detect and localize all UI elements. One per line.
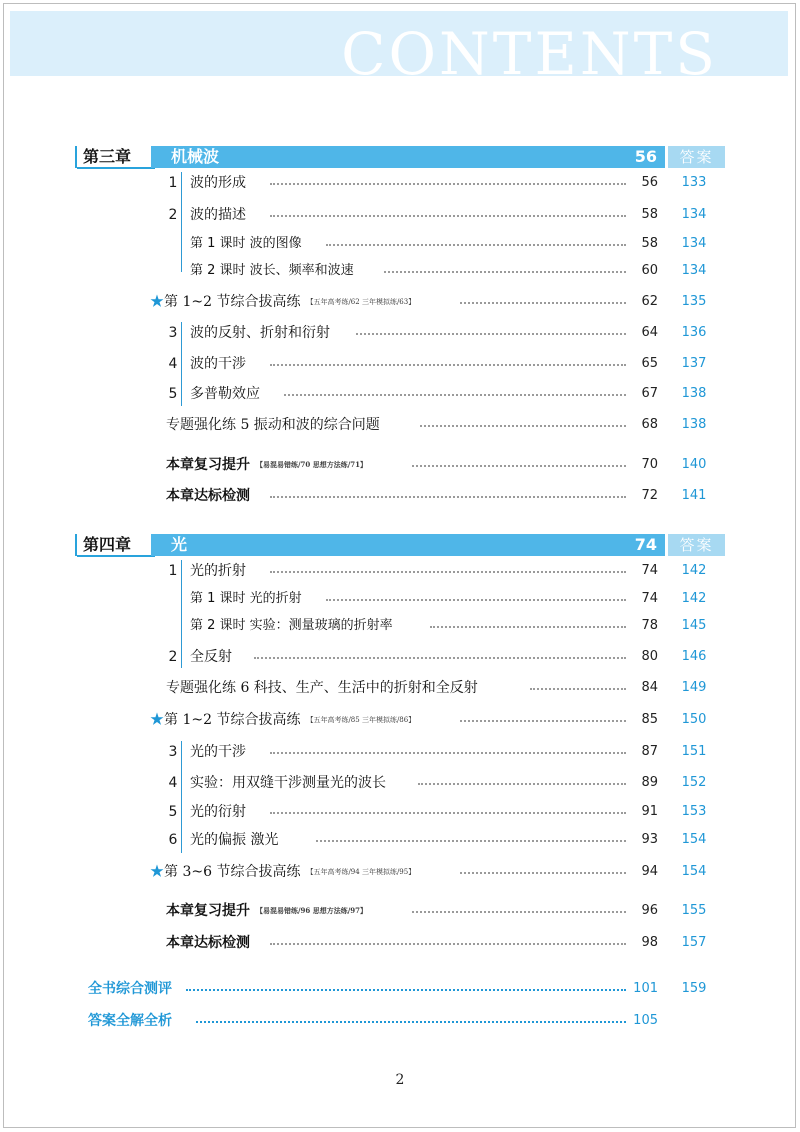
entry-page: 56	[641, 175, 658, 190]
section-number: 6	[168, 832, 178, 848]
entry-page: 74	[641, 591, 658, 606]
chapter-title-bar[interactable]	[151, 146, 665, 168]
entry-page: 78	[641, 618, 658, 633]
entry-title: 第 1 课时 波的图像	[190, 236, 302, 251]
entry-title: 第 1~2 节综合拔高练	[164, 712, 301, 728]
entry-note: 【五年高考练/94 三年模拟练/95】	[306, 868, 416, 876]
toc-chapter-review[interactable]	[0, 900, 800, 922]
toc-subentry[interactable]	[0, 233, 800, 255]
answer-page[interactable]: 134	[681, 207, 707, 222]
entry-page: 89	[641, 775, 658, 790]
leader-dots	[530, 688, 626, 690]
entry-page: 101	[633, 981, 658, 996]
entry-page: 84	[641, 680, 658, 695]
entry-title: 波的反射、折射和衍射	[190, 325, 330, 341]
leader-dots	[284, 394, 626, 396]
toc-subentry[interactable]	[0, 588, 800, 610]
leader-dots	[460, 302, 626, 304]
answer-page[interactable]: 137	[681, 356, 707, 371]
leader-dots	[270, 364, 626, 366]
entry-title: 本章复习提升	[166, 457, 250, 473]
leader-dots	[420, 425, 626, 427]
answer-header: 答案	[668, 146, 725, 168]
entry-title: 光的折射	[190, 563, 246, 579]
answer-page[interactable]: 153	[681, 804, 707, 819]
entry-title: 全反射	[190, 649, 232, 665]
entry-title: 波的干涉	[190, 356, 246, 372]
section-number: 1	[168, 563, 178, 579]
entry-page: 58	[641, 236, 658, 251]
toc-entry[interactable]	[0, 322, 800, 344]
answer-page[interactable]: 157	[681, 935, 707, 950]
leader-dots	[384, 271, 626, 273]
answer-page[interactable]: 134	[681, 236, 707, 251]
chapter-4-header	[75, 534, 725, 556]
entry-title: 第 2 课时 波长、频率和波速	[190, 263, 354, 278]
leader-dots	[270, 752, 626, 754]
leader-dots	[254, 657, 626, 659]
chapter-3-header	[75, 146, 725, 168]
contents-banner	[10, 11, 788, 76]
entry-title: 多普勒效应	[190, 386, 260, 402]
answer-header: 答案	[668, 534, 725, 556]
entry-page: 70	[641, 457, 658, 472]
answer-page[interactable]: 134	[681, 263, 707, 278]
leader-dots	[196, 1021, 626, 1023]
leader-dots	[270, 496, 626, 498]
leader-dots	[430, 626, 626, 628]
answer-page[interactable]: 150	[681, 712, 707, 727]
entry-title: 全书综合测评	[88, 981, 172, 997]
leader-dots	[270, 943, 626, 945]
toc-chapter-test[interactable]	[0, 485, 800, 507]
entry-title: 专题强化练 6 科技、生产、生活中的折射和全反射	[166, 680, 478, 696]
chapter-title-bar[interactable]	[151, 534, 665, 556]
toc-entry[interactable]	[0, 353, 800, 375]
leader-dots	[270, 215, 626, 217]
entry-page: 68	[641, 417, 658, 432]
toc-entry[interactable]	[0, 383, 800, 405]
banner-title: CONTENTS	[341, 20, 718, 76]
entry-title: 专题强化练 5 振动和波的综合问题	[166, 417, 380, 433]
entry-title: 本章达标检测	[166, 488, 250, 504]
entry-page: 85	[641, 712, 658, 727]
entry-title: 第 1~2 节综合拔高练	[164, 294, 301, 310]
answer-page[interactable]: 155	[681, 903, 707, 918]
entry-title: 答案全解全析	[88, 1013, 172, 1029]
entry-note: 【五年高考练/85 三年模拟练/86】	[306, 716, 416, 724]
leader-dots	[186, 989, 626, 991]
answer-page[interactable]: 142	[681, 591, 707, 606]
entry-page: 58	[641, 207, 658, 222]
section-number: 4	[168, 775, 178, 791]
leader-dots	[326, 244, 626, 246]
answer-page[interactable]: 154	[681, 832, 707, 847]
chapter-label: 第三章	[75, 146, 151, 168]
entry-page: 65	[641, 356, 658, 371]
entry-page: 80	[641, 649, 658, 664]
entry-title: 光的偏振 激光	[190, 832, 279, 848]
toc-entry[interactable]	[0, 741, 800, 763]
leader-dots	[270, 183, 626, 185]
answer-page[interactable]: 151	[681, 744, 707, 759]
page-number: 2	[395, 1072, 405, 1088]
section-number: 5	[168, 804, 178, 820]
answer-page[interactable]: 152	[681, 775, 707, 790]
answer-page[interactable]: 141	[681, 488, 707, 503]
entry-page: 87	[641, 744, 658, 759]
entry-note: 【易混易错练/96 思想方法练/97】	[256, 906, 368, 915]
toc-subentry[interactable]	[0, 615, 800, 637]
entry-page: 105	[633, 1013, 658, 1028]
star-icon: ★	[150, 294, 164, 310]
entry-note: 【五年高考练/62 三年模拟练/63】	[306, 298, 416, 306]
entry-page: 72	[641, 488, 658, 503]
leader-dots	[418, 783, 626, 785]
toc-answers[interactable]	[0, 1010, 800, 1032]
leader-dots	[356, 333, 626, 335]
chapter-page: 56	[634, 147, 657, 166]
section-number: 2	[168, 207, 178, 223]
answer-page[interactable]: 140	[681, 457, 707, 472]
entry-title: 第 2 课时 实验：测量玻璃的折射率	[190, 618, 393, 633]
toc-book-test[interactable]	[0, 978, 800, 1000]
toc-review-entry[interactable]	[0, 861, 800, 883]
entry-title: 波的形成	[190, 175, 246, 191]
entry-page: 98	[641, 935, 658, 950]
toc-entry[interactable]	[0, 172, 800, 194]
chapter-page: 74	[634, 535, 657, 554]
chapter-title: 机械波	[171, 147, 220, 166]
leader-dots	[412, 465, 626, 467]
answer-page[interactable]: 133	[681, 175, 707, 190]
section-number: 1	[168, 175, 178, 191]
entry-page: 74	[641, 563, 658, 578]
entry-title: 第 3~6 节综合拔高练	[164, 864, 301, 880]
leader-dots	[270, 812, 626, 814]
leader-dots	[412, 911, 626, 913]
section-number: 2	[168, 649, 178, 665]
answer-page[interactable]: 146	[681, 649, 707, 664]
answer-page[interactable]: 138	[681, 417, 707, 432]
entry-page: 96	[641, 903, 658, 918]
entry-page: 60	[641, 263, 658, 278]
star-icon: ★	[150, 712, 164, 728]
entry-title: 本章复习提升	[166, 903, 250, 919]
entry-title: 光的干涉	[190, 744, 246, 760]
entry-note: 【易混易错练/70 思想方法练/71】	[256, 460, 368, 469]
section-number: 3	[168, 325, 178, 341]
leader-dots	[316, 840, 626, 842]
toc-review-entry[interactable]	[0, 291, 800, 313]
toc-entry[interactable]	[0, 560, 800, 582]
entry-title: 第 1 课时 光的折射	[190, 591, 302, 606]
leader-dots	[326, 599, 626, 601]
entry-title: 波的描述	[190, 207, 246, 223]
chapter-title: 光	[171, 535, 188, 554]
toc-entry[interactable]	[0, 801, 800, 823]
leader-dots	[460, 720, 626, 722]
entry-page: 91	[641, 804, 658, 819]
toc-entry[interactable]	[0, 204, 800, 226]
section-number: 5	[168, 386, 178, 402]
answer-page[interactable]: 138	[681, 386, 707, 401]
toc-entry[interactable]	[0, 646, 800, 668]
entry-page: 94	[641, 864, 658, 879]
toc-chapter-review[interactable]	[0, 454, 800, 476]
answer-page[interactable]: 154	[681, 864, 707, 879]
entry-title: 本章达标检测	[166, 935, 250, 951]
answer-page[interactable]: 145	[681, 618, 707, 633]
leader-dots	[270, 571, 626, 573]
section-number: 3	[168, 744, 178, 760]
toc-topic-entry[interactable]	[0, 414, 800, 436]
entry-page: 62	[641, 294, 658, 309]
entry-page: 93	[641, 832, 658, 847]
toc-entry[interactable]	[0, 772, 800, 794]
chapter-label: 第四章	[75, 534, 151, 556]
answer-page[interactable]: 135	[681, 294, 707, 309]
entry-title: 光的衍射	[190, 804, 246, 820]
section-number: 4	[168, 356, 178, 372]
answer-page[interactable]: 136	[681, 325, 707, 340]
leader-dots	[460, 872, 626, 874]
answer-page[interactable]: 159	[681, 981, 707, 996]
answer-page[interactable]: 149	[681, 680, 707, 695]
toc-review-entry[interactable]	[0, 709, 800, 731]
answer-page[interactable]: 142	[681, 563, 707, 578]
entry-title: 实验：用双缝干涉测量光的波长	[190, 775, 386, 791]
star-icon: ★	[150, 864, 164, 880]
entry-page: 64	[641, 325, 658, 340]
toc-topic-entry[interactable]	[0, 677, 800, 699]
toc-entry[interactable]	[0, 829, 800, 851]
toc-chapter-test[interactable]	[0, 932, 800, 954]
entry-page: 67	[641, 386, 658, 401]
toc-subentry[interactable]	[0, 260, 800, 282]
